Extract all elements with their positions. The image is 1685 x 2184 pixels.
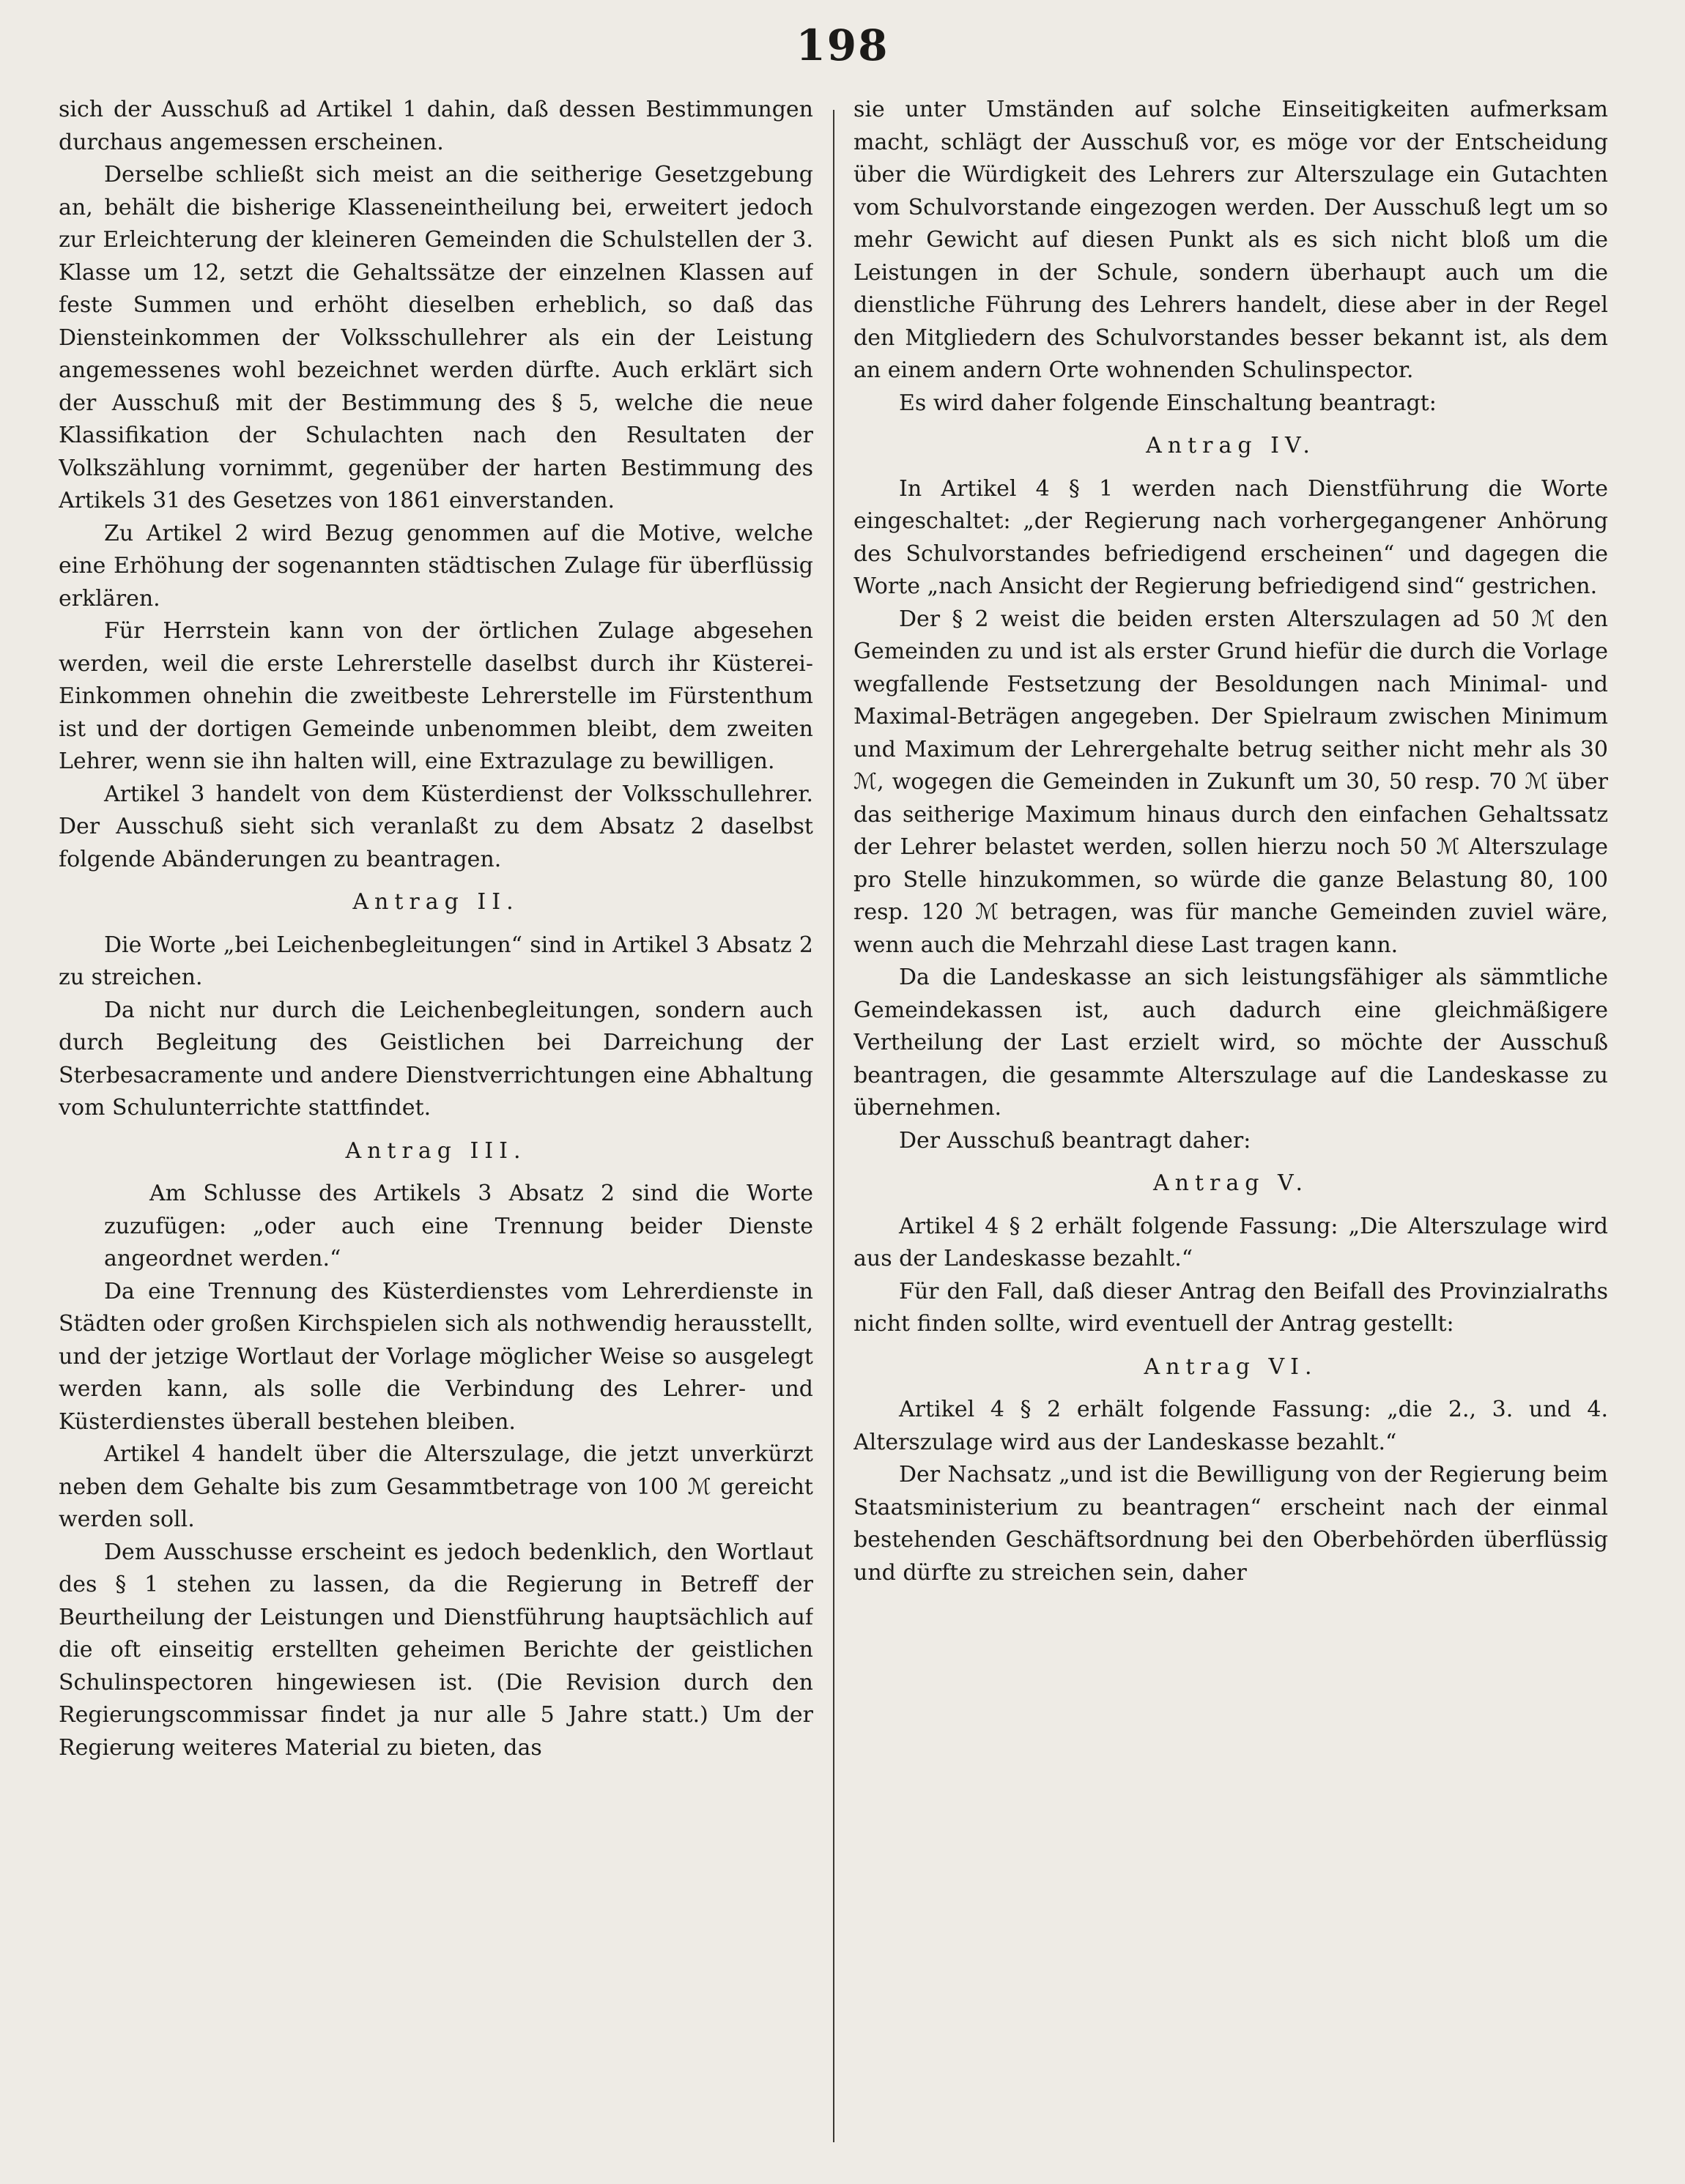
- paragraph: Artikel 4 § 2 erhält folgende Fassung: „Die Alterszulage wird aus der Landeskasse bezahlt.“: [853, 1213, 1608, 1271]
- section-heading: Antrag V.: [1153, 1170, 1308, 1196]
- paragraph: Artikel 4 handelt über die Alterszulage, die jetzt unverkürzt neben dem Gehalte bis zum Gesammtbetrage von 100 ℳ gereicht werden soll.: [59, 1441, 813, 1532]
- paragraph: Die Worte „bei Leichenbegleitungen“ sind in Artikel 3 Absatz 2 zu streichen.: [59, 932, 813, 990]
- column-divider: [833, 110, 834, 2142]
- left-column: [59, 94, 813, 2166]
- paragraph: Für den Fall, daß dieser Antrag den Beifall des Provinzialraths nicht finden sollte, wird eventuell der Antrag gestellt:: [853, 1278, 1608, 1337]
- paragraph: Der Ausschuß beantragt daher:: [899, 1127, 1251, 1154]
- paragraph: Derselbe schließt sich meist an die seitherige Gesetzgebung an, behält die bisherige Klasseneintheilung bei, erweitert jedoch zur Erleichterung der kleineren Gemeinden die Schulstellen der 3. Klasse um 12, setzt die Gehaltssätze der einzelnen Klassen auf feste Summen und erhöht dieselben erheblich, so daß das Diensteinkommen der Volksschullehrer als ein der Leistung angemessenes wohl bezeichnet werden dürfte. Auch erklärt sich der Ausschuß mit der Bestimmung des § 5, welche die neue Klassifikation der Schulachten nach den Resultaten der Volkszählung vornimmt, gegenüber der harten Bestimmung des Artikels 31 des Gesetzes von 1861 einverstanden.: [59, 162, 813, 513]
- paragraph: In Artikel 4 § 1 werden nach Dienstführung die Worte eingeschaltet: „der Regierung nach vorhergegangener Anhörung des Schulvorstandes befriedigend erscheinen“ und dagegen die Worte „nach Ansicht der Regierung befriedigend sind“ gestrichen.: [853, 475, 1608, 599]
- motion-text: Am Schlusse des Artikels 3 Absatz 2 sind die Worte zuzufügen: „oder auch eine Trennung beider Dienste angeordnet werden.“: [104, 1181, 813, 1271]
- paragraph: sich der Ausschuß ad Artikel 1 dahin, daß dessen Bestimmungen durchaus angemessen erscheinen.: [59, 97, 813, 155]
- paragraph: Da die Landeskasse an sich leistungsfähiger als sämmtliche Gemeindekassen ist, auch dadurch eine gleichmäßigere Vertheilung der Last erzielt wird, so möchte der Ausschuß beantragen, die gesammte Alterszulage auf die Landeskasse zu übernehmen.: [853, 965, 1608, 1121]
- paragraph: Da nicht nur durch die Leichenbegleitungen, sondern auch durch Begleitung des Geistlichen bei Darreichung der Sterbesacramente und andere Dienstverrichtungen eine Abhaltung vom Schulunterrichte stattfindet.: [59, 997, 813, 1121]
- paragraph: Der Nachsatz „und ist die Bewilligung von der Regierung beim Staatsministerium zu beantragen“ erscheint nach der einmal bestehenden Geschäftsordnung bei den Oberbehörden überflüssig und dürfte zu streichen sein, daher: [853, 1462, 1608, 1586]
- paragraph: Zu Artikel 2 wird Bezug genommen auf die Motive, welche eine Erhöhung der sogenannten städtischen Zulage für überflüssig erklären.: [59, 520, 813, 612]
- paragraph: Da eine Trennung des Küsterdienstes vom Lehrerdienste in Städten oder großen Kirchspielen sich als nothwendig herausstellt, und der jetzige Wortlaut der Vorlage möglicher Weise so ausgelegt werden kann, als solle die Verbindung des Lehrer- und Küsterdienstes überall bestehen bleiben.: [59, 1278, 813, 1435]
- paragraph: Artikel 3 handelt von dem Küsterdienst der Volksschullehrer. Der Ausschuß sieht sich veranlaßt zu dem Absatz 2 daselbst folgende Abänderungen zu beantragen.: [59, 781, 813, 872]
- paragraph: Für Herrstein kann von der örtlichen Zulage abgesehen werden, weil die erste Lehrerstelle daselbst durch ihr Küsterei-Einkommen ohnehin die zweitbeste Lehrerstelle im Fürstenthum ist und der dortigen Gemeinde unbenommen bleibt, dem zweiten Lehrer, wenn sie ihn halten will, eine Extrazulage zu bewilligen.: [59, 618, 813, 774]
- page-number: 198: [796, 21, 889, 70]
- section-heading: Antrag III.: [345, 1137, 527, 1164]
- paragraph: Artikel 4 § 2 erhält folgende Fassung: „die 2., 3. und 4. Alterszulage wird aus der Landeskasse bezahlt.“: [853, 1397, 1608, 1455]
- section-heading: Antrag VI.: [1144, 1353, 1318, 1380]
- paragraph: Dem Ausschusse erscheint es jedoch bedenklich, den Wortlaut des § 1 stehen zu lassen, da die Regierung in Betreff der Beurtheilung der Leistungen und Dienstführung hauptsächlich auf die oft einseitig erstellten geheimen Berichte der geistlichen Schulinspectoren hingewiesen ist. (Die Revision durch den Regierungscommissar findet ja nur alle 5 Jahre statt.) Um der Regierung weiteres Material zu bieten, das: [59, 1539, 813, 1761]
- paragraph: sie unter Umständen auf solche Einseitigkeiten aufmerksam macht, schlägt der Ausschuß vor, es möge vor der Entscheidung über die Würdigkeit des Lehrers zur Alterszulage ein Gutachten vom Schulvorstande eingezogen werden. Der Ausschuß legt um so mehr Gewicht auf diesen Punkt als es sich nicht bloß um die Leistungen in der Schule, sondern überhaupt auch um die dienstliche Führung des Lehrers handelt, diese aber in der Regel den Mitgliedern des Schulvorstandes besser bekannt ist, als dem an einem andern Orte wohnenden Schulinspector.: [853, 97, 1608, 383]
- paragraph: Es wird daher folgende Einschaltung beantragt:: [899, 390, 1437, 416]
- right-column: [853, 94, 1608, 2166]
- section-heading: Antrag II.: [352, 889, 519, 915]
- paragraph: Der § 2 weist die beiden ersten Alterszulagen ad 50 ℳ den Gemeinden zu und ist als erster Grund hiefür die durch die Vorlage wegfallende Festsetzung der Besoldungen nach Minimal- und Maximal-Beträgen angegeben. Der Spielraum zwischen Minimum und Maximum der Lehrergehalte betrug seither nicht mehr als 30 ℳ, wogegen die Gemeinden in Zukunft um 30, 50 resp. 70 ℳ über das seitherige Maximum hinaus durch den einfachen Gehaltssatz der Lehrer belastet werden, sollen hierzu noch 50 ℳ Alterszulage pro Stelle hinzukommen, so würde die ganze Belastung 80, 100 resp. 120 ℳ betragen, was für manche Gemeinden zuviel wäre, wenn auch die Mehrzahl diese Last tragen kann.: [853, 606, 1608, 958]
- section-heading: Antrag IV.: [1146, 433, 1316, 458]
